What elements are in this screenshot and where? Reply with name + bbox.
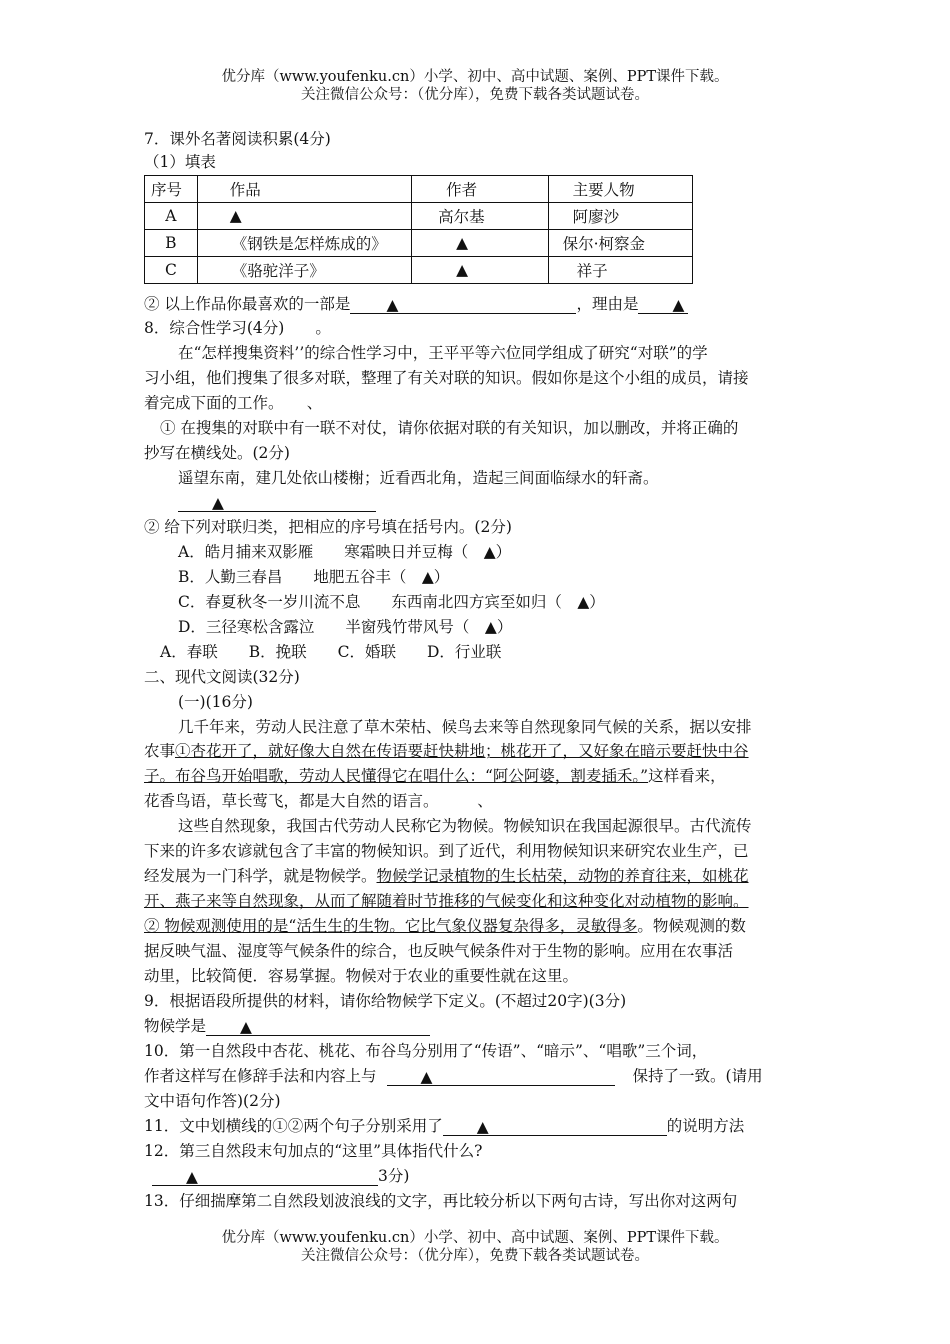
table-header-cell: 序号 [145,176,198,203]
triangle-mark: ▲ [240,1018,252,1036]
q8-part1-answer [178,492,376,512]
triangle-mark: ▲ [212,494,224,512]
q10-line-3: 文中语句作答)(2分) [144,1092,281,1110]
triangle-mark: ▲ [420,1068,433,1086]
table-header-row [145,176,693,203]
section2-part1: (一)(16分) [178,693,253,711]
table-cell: C [145,257,198,284]
table-cell: 阿廖沙 [548,203,692,230]
table-cell: ▲ [197,203,411,230]
text-span: 这样看来， [648,767,726,785]
couplet-options: A．春联 B．挽联 C．婚联 D．行业联 [160,643,502,661]
wavy-underlined-text-cont: 开、燕子来等自然现象，从而了解随着时节推移的气候变化和这种变化对动植物的影响。 [144,892,749,910]
wavy-underlined-text: 物候学记录植物的生长枯荣，动物的养育往来，如桃花 [376,867,749,885]
text-span: 经发展为一门科学，就是物候学。 [144,867,377,885]
q12-suffix: 3分) [378,1167,410,1185]
q10-line-1: 10．第一自然段中杏花、桃花、布谷鸟分别用了“传语”、“暗示”、“唱歌”三个词， [144,1042,708,1060]
q7-title: 7．课外名著阅读积累(4分) [144,130,331,148]
q13-text: 13．仔细揣摩第二自然段划波浪线的文字，再比较分析以下两句古诗，写出你对这两句 [144,1192,738,1210]
q8-couplet: 遥望东南，建几处依山楼榭；近看西北角，造起三间面临绿水的轩斋。 [178,469,659,487]
table-cell: B [145,230,198,257]
passage-p1-l1: 几千年来，劳动人民注意了草木荣枯、候鸟去来等自然现象同气候的关系，据以安排 [178,718,752,736]
table-cell: 《钢铁是怎样炼成的》 [197,230,411,257]
table-cell: 《骆驼洋子》 [197,257,411,284]
couplet-item-d: D．三径寒松含露泣 半窗残竹带风号（ ▲） [178,618,513,636]
passage-p2-l4 [144,891,749,911]
passage-p1-l3 [144,766,726,786]
q7-sub2-mid: ，理由是 [576,295,639,313]
passage-p1-l4: 花香鸟语，草长莺飞，都是大自然的语言。 、 [144,792,493,810]
couplet-item-b: B．人勤三春昌 地肥五谷丰（ ▲） [178,568,450,586]
passage-p2-l7: 动里，比较简便．容易掌握。物候对于农业的重要性就在这里。 [144,967,579,985]
answer-blank[interactable] [178,493,376,512]
table-row [145,230,693,257]
passage-p2-l5 [144,916,746,936]
table-row [145,203,693,230]
q11-suffix: 的说明方法 [666,1117,745,1135]
triangle-mark: ▲ [186,1168,198,1186]
q12-text: 12．第三自然段末句加点的“这里”具体指代什么? [144,1142,483,1160]
q9-answer-line [144,1016,430,1036]
works-table [144,175,693,284]
table-cell: ▲ [412,230,549,257]
answer-blank[interactable] [638,295,688,314]
couplet-item-a: A．皓月捕来双影雁 寒霜映日并豆梅（ ▲） [178,543,512,561]
triangle-mark: ▲ [386,296,399,314]
q7-sub2 [144,294,688,314]
text-span: 。物候观测的数 [637,917,746,935]
q12-answer-line [152,1166,409,1186]
passage-p2-l6: 据反映气温、湿度等气候条件的综合，也反映气候条件对于生物的影响。应用在农事活 [144,942,734,960]
table-cell: A [145,203,198,230]
table-cell: ▲ [412,257,549,284]
header-line-2: 关注微信公众号：（优分库），免费下载各类试题试卷。 [301,87,649,103]
table-row [145,257,693,284]
table-header-cell: 作品 [197,176,411,203]
q8-intro-2: 习小组，他们搜集了很多对联，整理了有关对联的知识。假如你是这个小组的成员，请接 [144,369,749,387]
answer-blank[interactable] [387,1067,615,1086]
passage-p2-l2: 下来的许多农谚就包含了丰富的物候知识。到了近代，利用物候知识来研究农业生产，已 [144,842,749,860]
q11-prefix: 11．文中划横线的①②两个句子分别采用了 [144,1117,443,1135]
table-header-cell: 主要人物 [548,176,692,203]
table-header-cell: 作者 [412,176,549,203]
q10-prefix: 作者这样写在修辞手法和内容上与 [144,1067,377,1085]
q9-answer-prefix: 物候学是 [144,1017,207,1035]
footer-line-1: 优分库（www.youfenku.cn）小学、初中、高中试题、案例、PPT课件下载。 [221,1230,729,1246]
q9-text: 9．根据语段所提供的材料，请你给物候学下定义。(不超过20字)(3分) [144,992,627,1010]
table-cell: 祥子 [548,257,692,284]
q10-line-2 [144,1066,763,1086]
q8-part1-b: 抄写在横线处。(2分) [144,444,290,462]
q10-suffix: 保持了一致。(请用 [632,1067,763,1085]
triangle-mark: ▲ [672,296,685,314]
underlined-sentence-1: ①杏花开了，就好像大自然在传语要赶快耕地；桃花开了，又好象在暗示要赶快中谷 [175,742,749,760]
answer-blank[interactable] [443,1117,667,1136]
table-cell: 高尔基 [412,203,549,230]
q11-line [144,1116,744,1136]
answer-blank[interactable] [152,1167,378,1186]
section2-title: 二、现代文阅读(32分) [144,668,300,686]
triangle-mark: ▲ [476,1118,489,1136]
page-footer [0,1229,950,1265]
page-header [0,68,950,104]
q8-part1-a: ① 在搜集的对联中有一联不对仗，请你依据对联的有关知识，加以删改，并将正确的 [160,419,739,437]
q7-sub1: （1）填表 [144,153,216,171]
answer-blank[interactable] [206,1017,430,1036]
header-line-1: 优分库（www.youfenku.cn）小学、初中、高中试题、案例、PPT课件下载。 [221,69,729,85]
q8-intro-3: 着完成下面的工作。 、 [144,394,323,412]
passage-p1-l2 [144,741,749,761]
q8-part2: ② 给下列对联归类，把相应的序号填在括号内。(2分) [144,518,512,536]
answer-blank[interactable] [350,295,576,314]
footer-line-2: 关注微信公众号：（优分库），免费下载各类试题试卷。 [301,1248,649,1264]
underlined-sentence-2: ② 物候观测使用的是“活生生的生物。它比气象仪器复杂得多，灵敏得多 [144,917,638,935]
text-span: 农事 [144,742,176,760]
q7-sub2-prefix: ② 以上作品你最喜欢的一部是 [144,295,351,313]
passage-p2-l3 [144,866,749,886]
q8-title: 8．综合性学习(4分) 。 [144,319,331,337]
passage-p2-l1: 这些自然现象，我国古代劳动人民称它为物候。物候知识在我国起源很早。古代流传 [178,817,752,835]
couplet-item-c: C．春夏秋冬一岁川流不息 东西南北四方宾至如归（ ▲） [178,593,605,611]
q8-intro-1: 在“怎样搜集资料’’的综合性学习中，王平平等六位同学组成了研究“对联”的学 [178,344,708,362]
underlined-sentence-1-cont: 子。布谷鸟开始唱歌，劳动人民懂得它在唱什么：“阿公阿婆，割麦插禾。” [144,767,649,785]
table-cell: 保尔·柯察金 [548,230,692,257]
